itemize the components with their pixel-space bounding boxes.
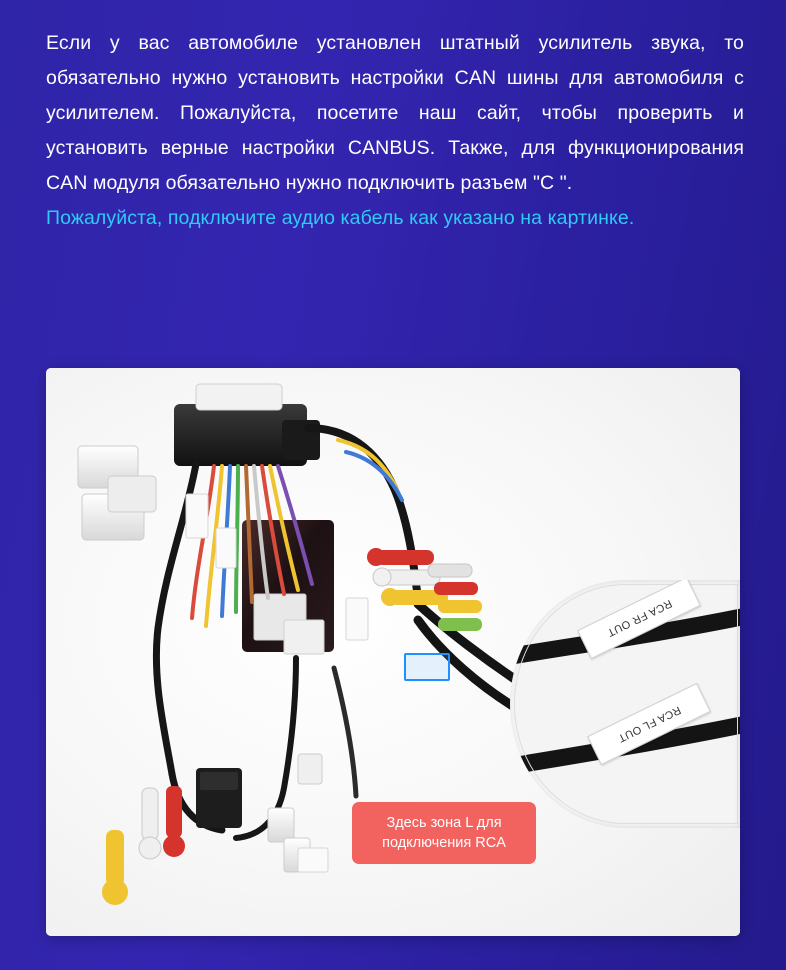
zoom-label-fl-text: RCA FL OUT (615, 703, 683, 745)
callout-rca-zone (352, 802, 536, 864)
blue-highlight-marker (404, 653, 450, 681)
zoom-label-fr-text: RCA FR OUT (604, 597, 674, 639)
paragraph-highlight: Пожалуйста, подключите аудио кабель как указано на картинке. (46, 207, 635, 229)
paragraph-main: Если у вас автомобиле установлен штатный усилитель звука, то обязательно нужно установить настройки CAN шины для автомобиля с усилителем. Пожалуйста, посетите наш сайт, чтобы проверить и установить верные настройки CANBUS. Также, для функционирования CAN модуля обязательно нужно подключить разъем "C ". (46, 32, 744, 194)
zoom-detail-bubble (510, 580, 740, 828)
instruction-text-block (46, 26, 744, 236)
callout-line-1: Здесь зона L для (386, 815, 502, 831)
wiring-harness-photo (46, 368, 740, 936)
callout-line-2: подключения RCA (382, 835, 506, 851)
